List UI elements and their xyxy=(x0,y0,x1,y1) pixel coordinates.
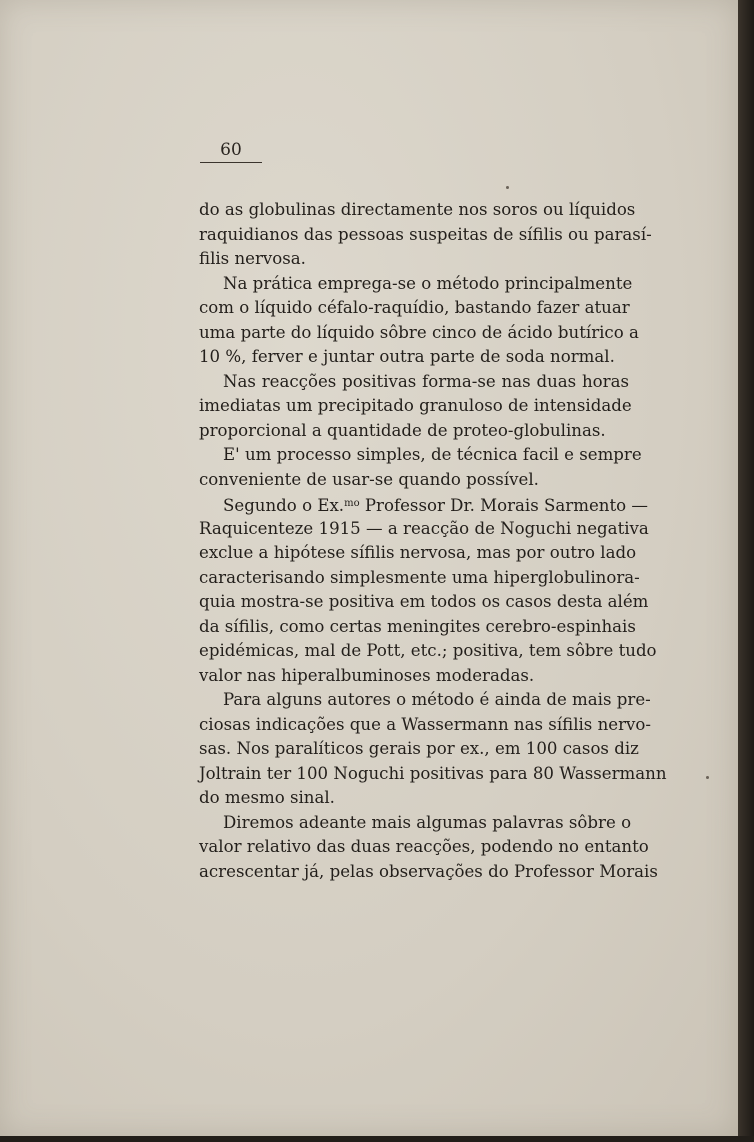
text-line: sas. Nos paralíticos gerais por ex., em 100 casos diz xyxy=(199,739,639,758)
text-line: Na prática emprega-se o método principalmente xyxy=(223,273,633,293)
text-line: E' um processo simples, de técnica facil e sempre xyxy=(223,445,642,464)
text-line: 10 %, ferver e juntar outra parte de soda normal. xyxy=(199,347,615,366)
text-line: com o líquido céfalo-raquídio, bastando fazer atuar xyxy=(199,298,630,317)
text-line: imediatas um precipitado granuloso de intensidade xyxy=(199,396,632,415)
paper-speck xyxy=(506,186,509,189)
text-line: do as globulinas directamente nos soros ou líquidos xyxy=(199,200,636,219)
text-line: exclue a hipótese sífilis nervosa, mas por outro lado xyxy=(199,543,637,562)
text-line: Joltrain ter 100 Noguchi positivas para 80 Wassermann xyxy=(199,763,667,783)
text-line: Raquicenteze 1915 — a reacção de Noguchi negativa xyxy=(199,518,649,538)
paper-speck xyxy=(706,776,709,779)
text-line: Segundo o Ex.$^{mo}$ Professor Dr. Morais Sarmento — xyxy=(223,496,648,515)
text-line: Para alguns autores o método é ainda de mais pre- xyxy=(223,690,651,709)
text-line: valor relativo das duas reacções, podendo no entanto xyxy=(199,837,649,856)
text-line: uma parte do líquido sôbre cinco de ácido butírico a xyxy=(199,322,639,342)
text-line: valor nas hiperalbuminoses moderadas. xyxy=(199,665,535,685)
text-line: Diremos adeante mais algumas palavras sôbre o xyxy=(223,812,632,832)
text-line: do mesmo sinal. xyxy=(199,788,335,807)
text-line: raquidianos das pessoas suspeitas de sífilis ou parasí- xyxy=(199,224,652,244)
text-line: acrescentar já, pelas observações do Professor Morais xyxy=(199,861,658,881)
text-line: epidémicas, mal de Pott, etc.; positiva, tem sôbre tudo xyxy=(199,641,657,660)
page-number: 60 xyxy=(200,140,262,163)
text-line: Nas reacções positivas forma-se nas duas horas xyxy=(223,371,629,391)
body-text xyxy=(199,198,667,884)
text-line: caracterisando simplesmente uma hiperglobulinora- xyxy=(199,567,640,587)
text-line: quia mostra-se positiva em todos os casos desta além xyxy=(199,592,649,611)
text-line: ciosas indicações que a Wassermann nas sífilis nervo- xyxy=(199,714,652,734)
page-edge-bottom xyxy=(0,1136,754,1142)
page-edge-right xyxy=(738,0,754,1142)
text-line: da sífilis, como certas meningites cerebro-espinhais xyxy=(199,616,636,636)
text-line: proporcional a quantidade de proteo-globulinas. xyxy=(199,420,606,440)
text-line: filis nervosa. xyxy=(199,249,306,268)
text-line: conveniente de usar-se quando possível. xyxy=(199,469,539,489)
